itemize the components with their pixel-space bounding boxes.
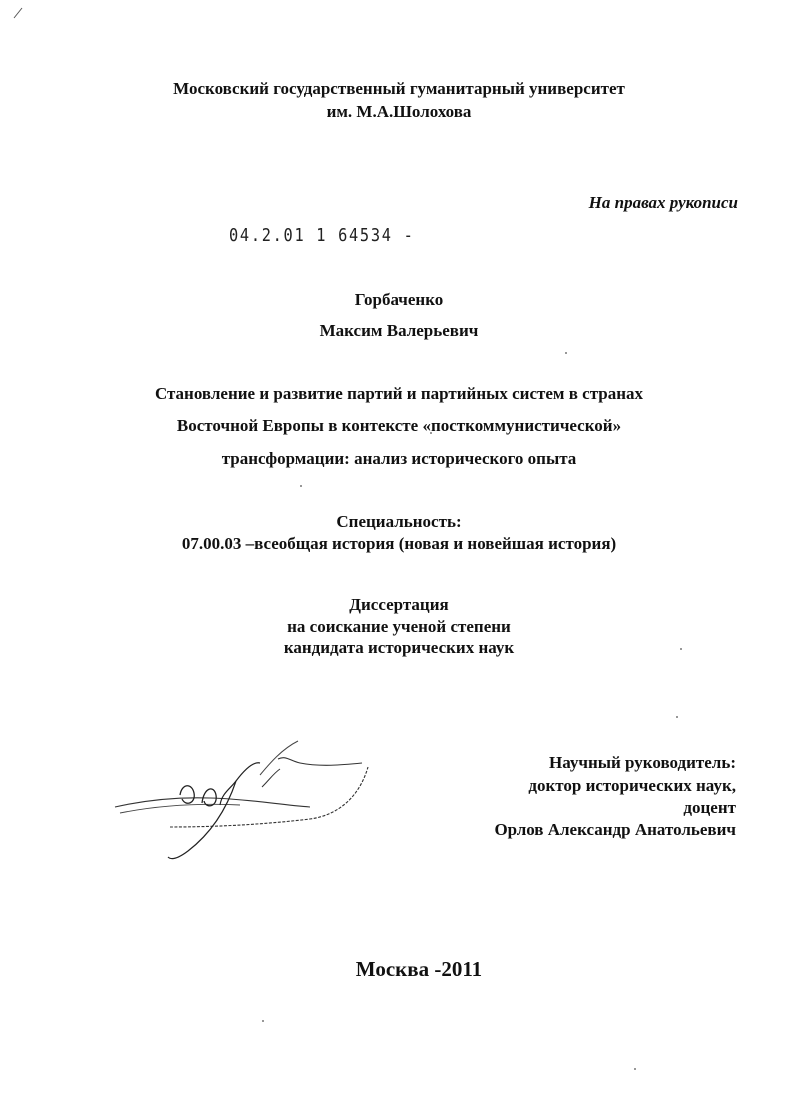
manuscript-rights-note: На правах рукописи: [588, 193, 738, 212]
supervisor-rank: доцент: [683, 798, 736, 817]
author-surname: Горбаченко: [354, 290, 444, 309]
author-name: Максим Валерьевич: [319, 321, 479, 340]
city-year: Москва -2011: [355, 957, 483, 981]
supervisor-label: Научный руководитель:: [549, 753, 736, 772]
university-name: Московский государственный гуманитарный университет: [173, 79, 625, 98]
degree-name: кандидата исторических наук: [283, 638, 515, 657]
scan-speck: [565, 352, 567, 354]
registration-number-stamp: 04.2.01 1 64534 -: [229, 225, 415, 246]
dissertation-title-line-2: Восточной Европы в контексте «посткоммунистической»: [176, 416, 622, 435]
dissertation-title-line-3: трансформации: анализ исторического опыта: [221, 449, 577, 468]
signature-icon: [110, 735, 380, 865]
dissertation-label: Диссертация: [349, 595, 449, 614]
university-honorific: им. М.А.Шолохова: [326, 102, 472, 121]
dissertation-title-line-1: Становление и развитие партий и партийных систем в странах: [154, 384, 644, 403]
degree-purpose: на соискание ученой степени: [287, 617, 511, 636]
specialty-label: Специальность:: [336, 512, 462, 531]
scan-speck: [300, 485, 302, 487]
scan-speck: [262, 1020, 264, 1022]
supervisor-degree: доктор исторических наук,: [528, 776, 736, 795]
scan-mark-icon: [12, 6, 24, 20]
specialty-value: 07.00.03 –всеобщая история (новая и новейшая история): [181, 534, 617, 553]
scan-speck: [634, 1068, 636, 1070]
supervisor-name: Орлов Александр Анатольевич: [494, 820, 736, 839]
scan-speck: [676, 716, 678, 718]
